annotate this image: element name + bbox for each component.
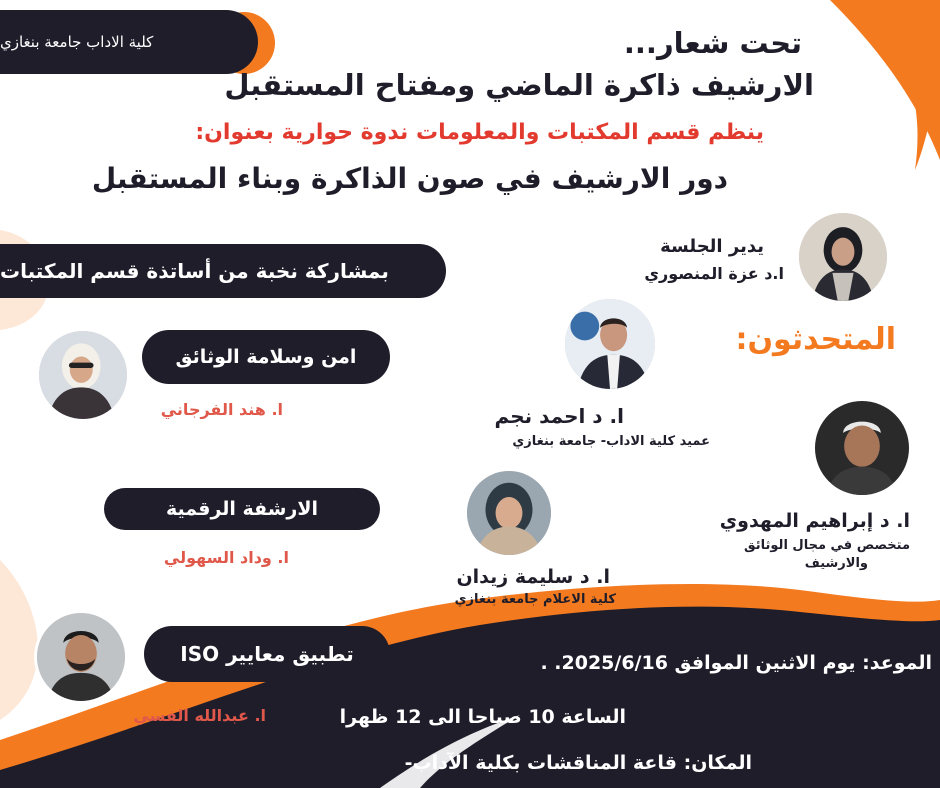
- person-icon: [39, 331, 127, 419]
- topic-2-pill: [104, 488, 380, 530]
- speaker-3-role: كلية الاعلام جامعة بنغازي: [454, 592, 616, 607]
- speaker-2-name: ا. د إبراهيم المهدوي: [719, 510, 910, 532]
- person-icon: [37, 613, 125, 701]
- topic-1-title: امن وسلامة الوثائق: [175, 346, 357, 368]
- speaker-1-name: ا. د احمد نجم: [494, 404, 624, 428]
- moderator-photo: [796, 210, 890, 304]
- speaker-2-role-line2: والارشيف: [804, 556, 868, 571]
- slogan: الارشيف ذاكرة الماضي ومفتاح المستقبل: [224, 68, 814, 102]
- college-badge: [0, 10, 258, 74]
- speaker-3-photo: [464, 468, 554, 558]
- moderator-label: يدير الجلسة: [660, 236, 764, 257]
- person-icon: [799, 213, 887, 301]
- topic-3-title: تطبيق معايير ISO: [180, 642, 354, 666]
- person-icon: [467, 471, 551, 555]
- topic-1-pill: [142, 330, 390, 384]
- topic-2-presenter: ا. وداد السهولي: [163, 548, 289, 567]
- speaker-2-role-line1: متخصص في مجال الوثائق: [744, 538, 910, 553]
- schedule-place: المكان: قاعة المناقشات بكلية الآداب-: [404, 752, 752, 774]
- schedule-date: الموعد: يوم الاثنين الموافق 2025/6/16. .: [540, 652, 932, 674]
- speaker-1-photo: [562, 296, 658, 392]
- bottom-left-peach: [0, 560, 38, 720]
- person-icon: [815, 401, 909, 495]
- organizer-line: ينظم قسم المكتبات والمعلومات ندوة حوارية بعنوان:: [195, 120, 764, 145]
- topic-3-pill: [144, 626, 390, 682]
- speaker-2-photo: [812, 398, 912, 498]
- topic-2-title: الارشفة الرقمية: [165, 498, 319, 520]
- college-badge-text: كلية الاداب جامعة بنغازي: [0, 33, 154, 51]
- speakers-label: المتحدثون:: [735, 322, 896, 357]
- speaker-3-name: ا. د سليمة زيدان: [456, 566, 610, 588]
- participation-banner: [0, 244, 446, 298]
- topic-1-presenter-photo: [36, 328, 130, 422]
- topic-1-presenter: ا. هند الفرجاني: [160, 400, 283, 419]
- slogan-intro: تحت شعار...: [623, 26, 802, 60]
- seminar-title: دور الارشيف في صون الذاكرة وبناء المستقبل: [91, 162, 728, 195]
- person-icon: [565, 299, 655, 389]
- topic-3-presenter: ا. عبدالله الفسي: [133, 706, 266, 725]
- participation-text: بمشاركة نخبة من أساتذة قسم المكتبات: [0, 259, 389, 283]
- topic-3-presenter-photo: [34, 610, 128, 704]
- speaker-1-role: عميد كلية الاداب- جامعة بنغازي: [512, 434, 710, 449]
- moderator-name: ا.د عزة المنصوري: [644, 264, 784, 283]
- schedule-time: الساعة 10 صباحا الى 12 ظهرا: [339, 706, 626, 728]
